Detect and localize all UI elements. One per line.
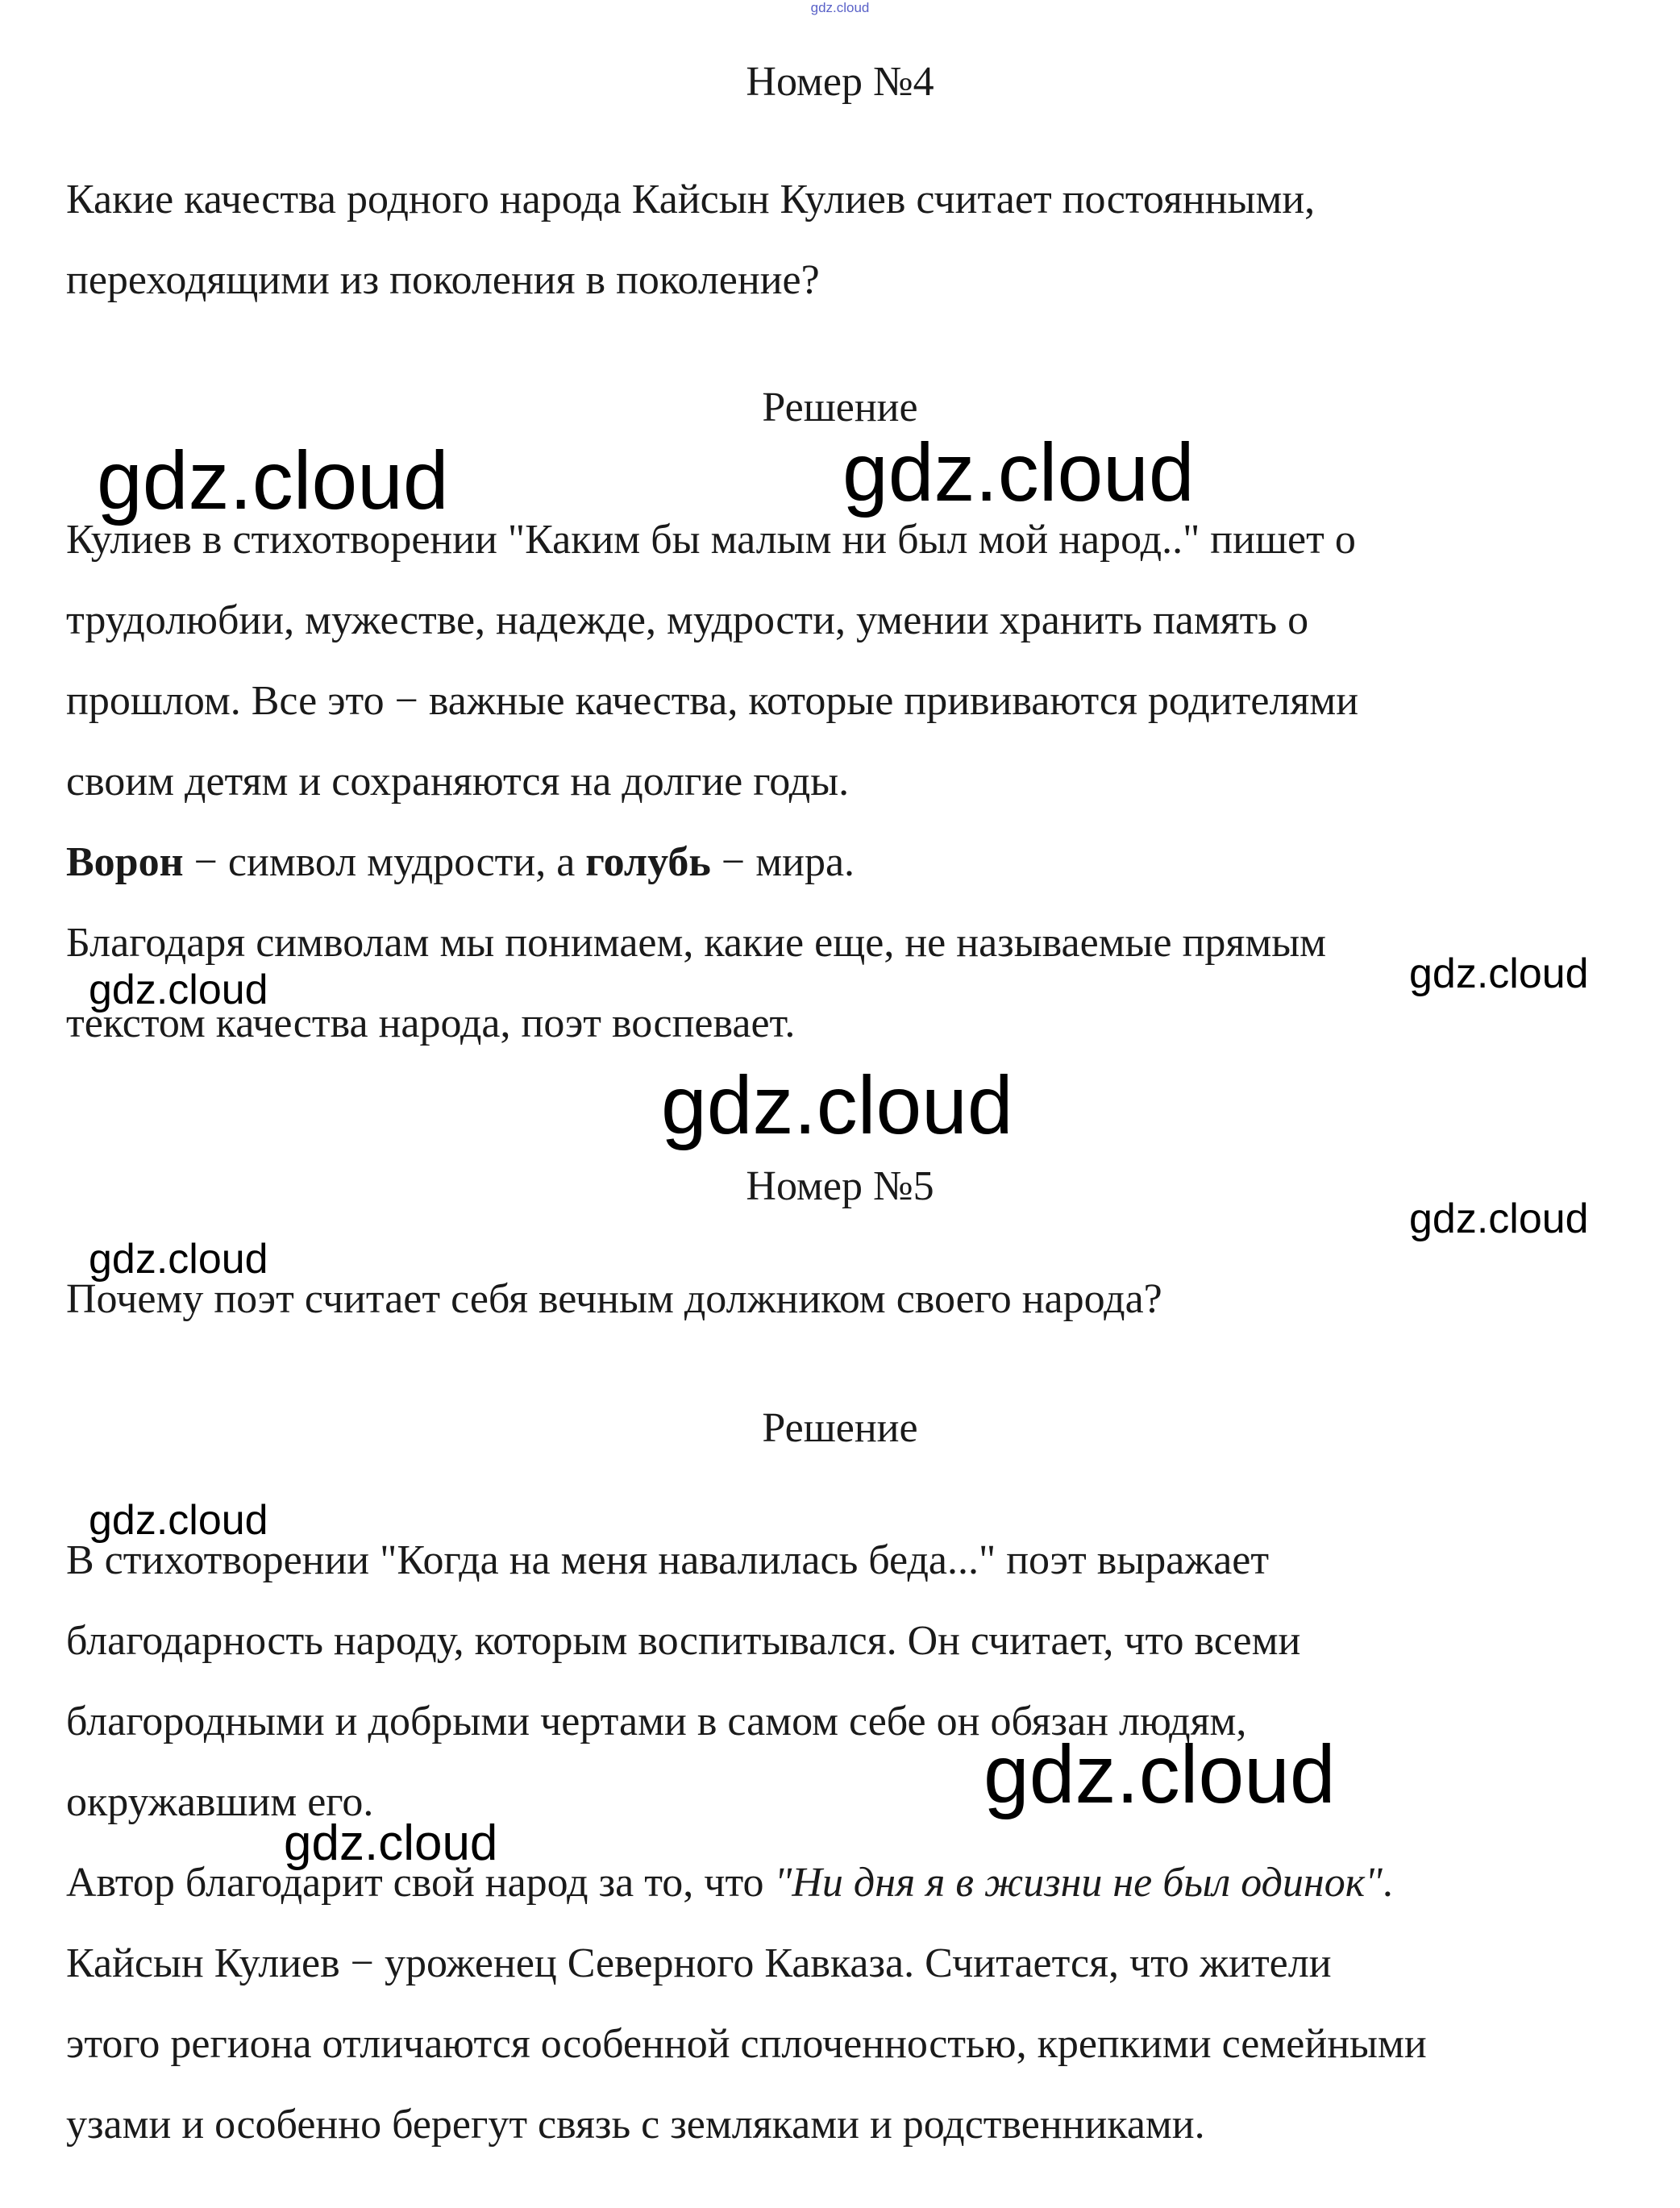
thanks-start: Автор благодарит свой народ за то, что bbox=[66, 1860, 775, 1906]
watermark: gdz.cloud bbox=[842, 426, 1195, 518]
watermark: gdz.cloud bbox=[89, 1236, 268, 1283]
task5-region-line3: узами и особенно берегут связь с земляками и родственниками. bbox=[66, 2102, 1205, 2148]
symbol-raven: Ворон bbox=[66, 839, 184, 885]
watermark: gdz.cloud bbox=[983, 1728, 1336, 1820]
thanks-quote: "Ни дня я в жизни не был одинок" bbox=[774, 1860, 1383, 1906]
task5-solution-label: Решение bbox=[762, 1405, 918, 1451]
task4-symbols-line2: текстом качества народа, поэт воспевает. bbox=[66, 1000, 796, 1046]
task4-answer-line4: своим детям и сохраняются на долгие годы. bbox=[66, 759, 850, 805]
task4-solution-label: Решение bbox=[762, 385, 918, 430]
watermark: gdz.cloud bbox=[89, 967, 268, 1013]
task5-region-line2: этого региона отличаются особенной сплоченностью, крепкими семейными bbox=[66, 2021, 1427, 2067]
task5-answer-line1: В стихотворении "Когда на меня навалилась беда..." поэт выражает bbox=[66, 1537, 1270, 1583]
watermark: gdz.cloud bbox=[661, 1059, 1013, 1151]
top-watermark: gdz.cloud bbox=[810, 0, 870, 15]
thanks-end: . bbox=[1382, 1860, 1393, 1906]
symbol-dove: голубь bbox=[585, 839, 711, 885]
task4-symbols-sentence bbox=[66, 838, 1646, 887]
watermark: gdz.cloud bbox=[97, 435, 449, 526]
task5-question: Почему поэт считает себя вечным должником своего народа? bbox=[66, 1276, 1162, 1322]
task4-answer-line1: Кулиев в стихотворении "Каким бы малым ни был мой народ.." пишет о bbox=[66, 517, 1356, 563]
symbol-end: − мира. bbox=[710, 839, 855, 885]
task4-question-line2: переходящими из поколения в поколение? bbox=[66, 257, 820, 303]
watermark: gdz.cloud bbox=[1409, 1195, 1589, 1242]
task5-answer-line3: благородными и добрыми чертами в самом себе он обязан людям, bbox=[66, 1699, 1247, 1744]
task5-answer-line2: благодарность народу, которым воспитывался. Он считает, что всеми bbox=[66, 1618, 1301, 1664]
task5-answer-line4: окружавшим его. bbox=[66, 1779, 374, 1825]
watermark: gdz.cloud bbox=[284, 1815, 498, 1871]
symbol-mid: − символ мудрости, а bbox=[183, 839, 586, 885]
task4-answer-line2: трудолюбии, мужестве, надежде, мудрости, умении хранить память о bbox=[66, 597, 1309, 643]
task5-region-line1: Кайсын Кулиев − уроженец Северного Кавказа. Считается, что жители bbox=[66, 1940, 1332, 1986]
task4-title: Номер №4 bbox=[746, 59, 934, 105]
watermark: gdz.cloud bbox=[1409, 950, 1589, 997]
task4-question-line1: Какие качества родного народа Кайсын Кулиев считает постоянными, bbox=[66, 177, 1316, 222]
task4-symbols-line1: Благодаря символам мы понимаем, какие еще, не называемые прямым bbox=[66, 920, 1327, 966]
watermark: gdz.cloud bbox=[89, 1497, 268, 1544]
task4-answer-line3: прошлом. Все это − важные качества, которые прививаются родителями bbox=[66, 678, 1359, 724]
task5-title: Номер №5 bbox=[746, 1163, 934, 1209]
